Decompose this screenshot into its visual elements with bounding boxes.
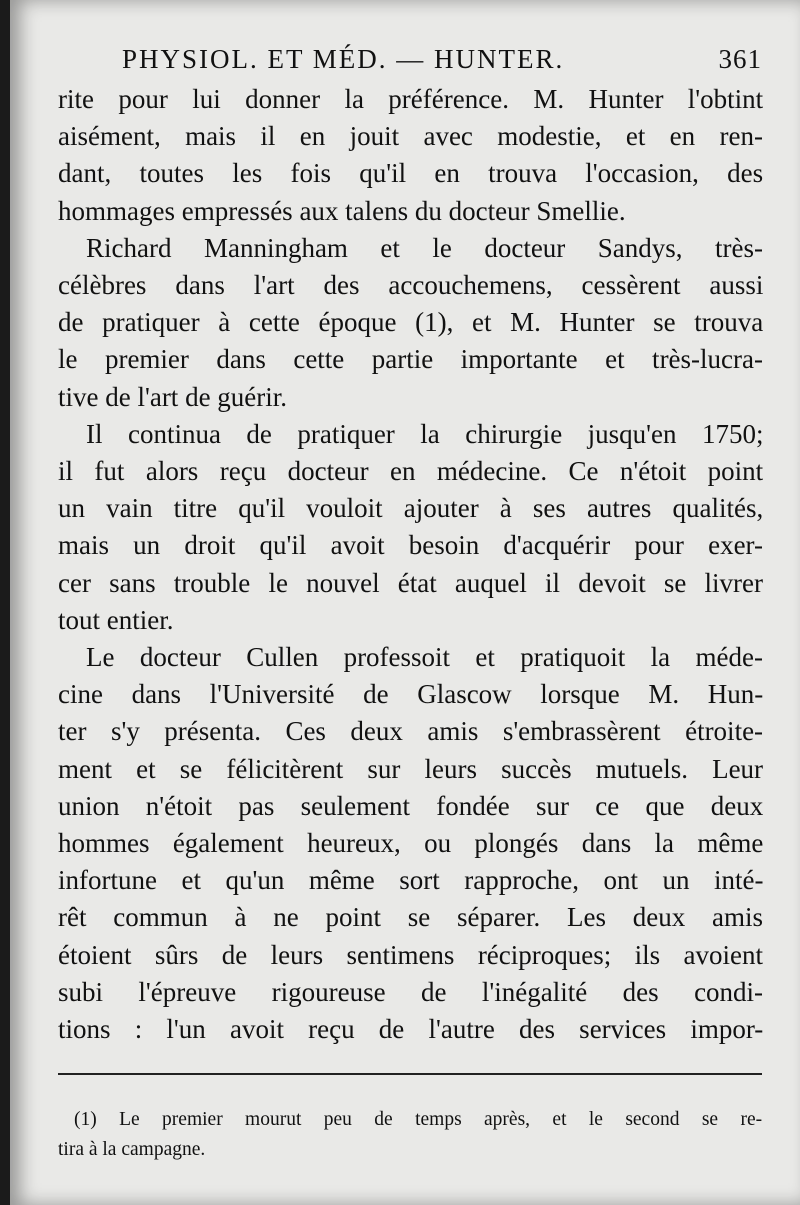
footnote-line: (1) Le premier mourut peu de temps après, et le second se re-: [74, 1109, 763, 1130]
text-line: hommages empressés aux talens du docteur Smellie.: [58, 195, 626, 226]
text-line: rite pour lui donner la préférence. M. Hunter l'obtint: [58, 84, 764, 114]
text-line: Richard Manningham et le docteur Sandys, très-: [86, 232, 763, 263]
text-line: subi l'épreuve rigoureuse de l'inégalité des condi-: [58, 976, 764, 1007]
page-number: 361: [718, 44, 762, 74]
text-line: Le docteur Cullen professoit et pratiquoit la méde-: [86, 642, 763, 673]
book-page: [10, 0, 800, 1205]
text-line: rêt commun à ne point se séparer. Les deux amis: [58, 902, 763, 933]
text-line: hommes également heureux, ou plongés dans la même: [58, 828, 764, 859]
text-line: étoient sûrs de leurs sentimens réciproques; ils avoient: [58, 939, 763, 970]
text-line: tive de l'art de guérir.: [58, 381, 288, 412]
text-line: aisément, mais il en jouit avec modestie, et en ren-: [58, 121, 763, 152]
text-line: union n'étoit pas seulement fondée sur ce que deux: [58, 790, 764, 821]
body-text: [58, 81, 763, 1048]
footnote: [58, 1105, 763, 1165]
running-title: PHYSIOL. ET MÉD. — HUNTER.: [122, 44, 565, 74]
text-line: un vain titre qu'il vouloit ajouter à ses autres qualités,: [58, 493, 764, 524]
text-line: tout entier.: [58, 604, 174, 635]
text-line: infortune et qu'un même sort rapproche, ont un inté-: [58, 865, 764, 896]
text-line: de pratiquer à cette époque (1), et M. Hunter se trouva: [58, 307, 764, 338]
text-line: célèbres dans l'art des accouchemens, cessèrent aussi: [58, 270, 764, 301]
text-line: ment et se félicitèrent sur leurs succès mutuels. Leur: [58, 753, 764, 784]
text-line: cine dans l'Université de Glascow lorsque M. Hun-: [58, 679, 764, 710]
text-line: le premier dans cette partie importante et très-lucra-: [58, 344, 763, 375]
text-line: il fut alors reçu docteur en médecine. Ce n'étoit point: [58, 456, 764, 487]
text-line: dant, toutes les fois qu'il en trouva l'occasion, des: [58, 158, 764, 189]
text-line: tions : l'un avoit reçu de l'autre des services impor-: [58, 1014, 764, 1045]
footnote-line: tira à la campagne.: [58, 1139, 206, 1160]
text-line: ter s'y présenta. Ces deux amis s'embrassèrent étroite-: [58, 716, 764, 747]
footnote-divider: [58, 1073, 762, 1075]
text-line: mais un droit qu'il avoit besoin d'acquérir pour exer-: [58, 530, 763, 561]
text-line: Il continua de pratiquer la chirurgie jusqu'en 1750;: [86, 418, 764, 449]
text-line: cer sans trouble le nouvel état auquel il devoit se livrer: [58, 567, 763, 598]
